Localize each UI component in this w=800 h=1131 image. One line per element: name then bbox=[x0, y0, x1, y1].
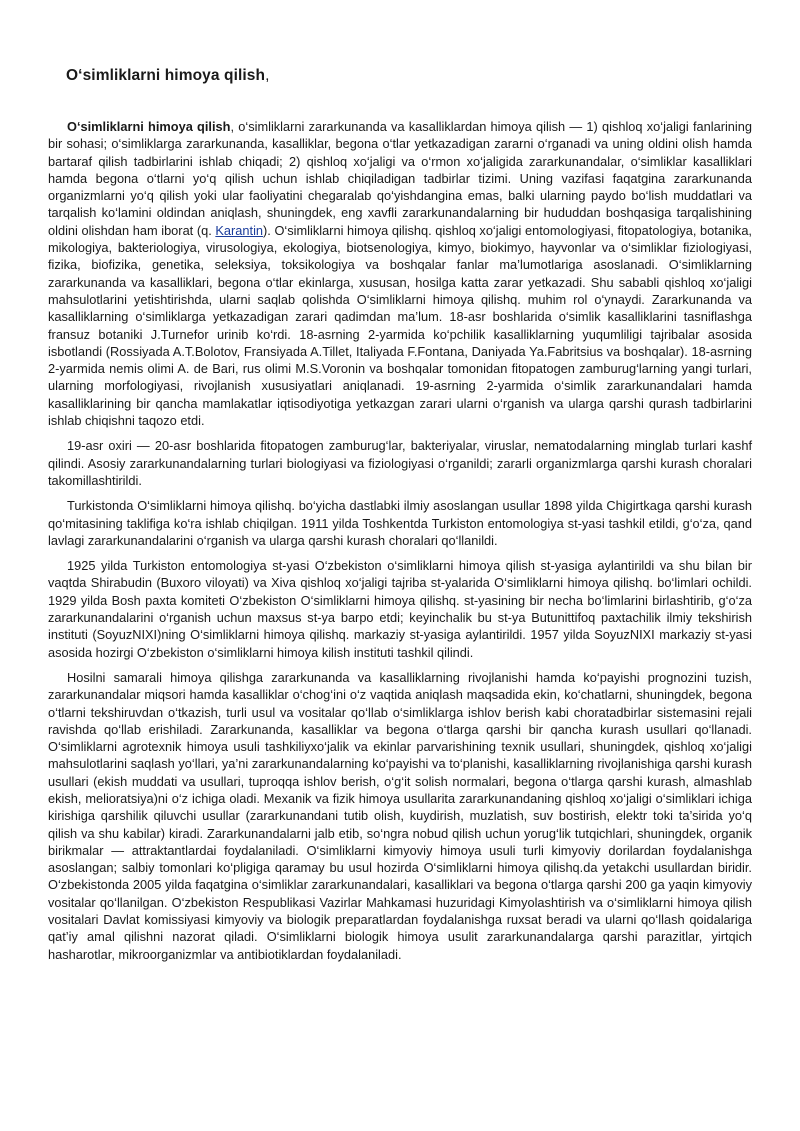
paragraph-text: , o‘simliklarni zararkunanda va kasalliklardan himoya qilish — 1) qishloq xo‘jaligi fanlarining bir sohasi; o‘simliklarga zararkunanda, kasalliklar, begona o‘tlar yetkazadigan zararni o‘rganadi va uning oldini olish hamda bartaraf qilish tadbirlarini ishlab chiqadi; 2) qishloq xo‘jaligi va o‘rmon xo‘jaligida zararkunandalar, o‘simliklar kasalliklari hamda begona o‘tlarni yo‘q qilish uchun ishlab chiqiladigan tadbirlar tizimi. Uning vazifasi faqatgina zararkunanda organizmlarni yo‘q qilish yoki ular faoliyatini chegaralab qo‘yishdangina emas, balki ularning paydo bo‘lish muddatlari va tarqalish ko‘lamini oldindan aniqlash, shuningdek, eng xavfli zararkunandalarning bir hududdan boshqasiga tarqalishining oldini olishdan ham iborat (q. bbox=[48, 119, 752, 238]
paragraph-history: 19-asr oxiri — 20-asr boshlarida fitopatogen zamburug‘lar, bakteriyalar, viruslar, nematodalarning minglab turlari kashf qilindi. Asosiy zararkunandalarning turlari biologiyasi va fiziologiyasi o‘rganildi; zararli organizmlarga qarshi kurash choralari takomillashtirildi. bbox=[48, 438, 752, 488]
karantin-link[interactable]: Karantin bbox=[215, 222, 264, 238]
paragraph-intro bbox=[48, 118, 752, 429]
page-title bbox=[66, 66, 752, 86]
paragraph-text: ). O‘simliklarni himoya qilishq. qishloq xo‘jaligi entomologiyasi, fitopatologiya, botanika, mikologiya, bakteriologiya, virusologiya, ekologiya, biotsenologiya, kimyo, biokimyo, hayvonlar va o‘simliklar fiziologiyasi, fizika, biofizika, genetika, seleksiya, toksikologiya va boshqalar fanlar ma’lumotlariga asoslanadi. O‘simliklarning zararkunanda va kasalliklari, begona o‘tlar ekinlarga, xususan, hosilga katta zarar yetkazadi. Shu sababli qishloq xo‘jaligi mahsulotlarini yetishtirishda, ularni saqlab qolishda O‘simliklarni himoya qilishq. muhim rol o‘ynaydi. Zararkunanda va kasalliklarning o‘simliklarga yetkazadigan zarari qadimdan ma’lum. 18-asr boshlarida o‘simlik kasalliklarini tasniflashga fransuz botaniki J.Turnefor urinib ko‘rdi. 18-asrning 2-yarmida ko‘pchilik kasalliklarning yuqumliligi tajribalar asosida isbotlandi (Rossiyada A.T.Bolotov, Fransiyada A.Tillet, Italiyada F.Fontana, Daniyada Ya.Fabritsius va boshqalar). 18-asrning 2-yarmida nemis olimi A. de Bari, rus olimi M.S.Voronin va boshqalar tomonidan fitopatogen zamburug‘larning yangi turlari, ularning morfologiyasi, rivojlanish xususiyatlari aniqlanadi. 19-asrning 2-yarmida o‘simlik zararkunandalari hamda kasalliklarining bir qancha mamlakatlar iqtisodiyotiga yetkazgan zarari ularni o‘rganish va ularga qarshi qurash tadbirlarini ishlab chiqishni taqozo etdi. bbox=[48, 222, 752, 429]
paragraph-turkiston: Turkistonda O‘simliklarni himoya qilishq. bo‘yicha dastlabki ilmiy asoslangan usullar 1898 yilda Chigirtkaga qarshi kurash qo‘mitasining taklifiga ko‘ra ishlab chiqilgan. 1911 yilda Toshkentda Turkiston entomologiya st-yasi tashkil etildi, g‘o‘za, qand lavlagi zararkunandalarini o‘rganish va ularga qarshi kurash choralari qo‘llanildi. bbox=[48, 498, 752, 548]
paragraph-institutes: 1925 yilda Turkiston entomologiya st-yasi O‘zbekiston o‘simliklarni himoya qilish st-yasiga aylantirildi va shu bilan bir vaqtda Shirabudin (Buxoro viloyati) va Xiva qishloq xo‘jaligi tajriba st-yalarida O‘simliklarni himoya qilishq. bo‘limlari ochildi. 1929 yilda Bosh paxta komiteti O‘zbekiston O‘simliklarni himoya qilishq. st-yasining bir necha bo‘limlarini birlashtirib, g‘o‘za zararkunandalarini o‘rganish uchun maxsus st-ya barpo etdi; keyinchalik bu st-ya Butunittifoq paxtachilik ilmiy tekshirish instituti (SoyuzNIXI)ning O‘simliklarni himoya qilishq. markaziy st-yasiga aylantirildi. 1957 yilda SoyuzNIXI markaziy st-yasi asosida hozirgi O‘zbekiston o‘simliklarni himoya kilish instituti tashkil qilindi. bbox=[48, 558, 752, 660]
article-body bbox=[48, 118, 752, 963]
title-text: O‘simliklarni himoya qilish bbox=[66, 67, 266, 84]
paragraph-methods: Hosilni samarali himoya qilishga zararkunanda va kasalliklarning rivojlanishi hamda ko‘payishi prognozini tuzish, zararkunandalar miqsori hamda kasalliklar o‘chog‘ini o‘z vaqtida aniqlash maqsadida ekin, ko‘chatlarni, shuningdek, begona o‘tlarni tekshiruvdan o‘tkazish, turli usul va vositalar qo‘llab o‘simliklarga ishlov berish kabi choratadbirlar sistemasini rejali ravishda qo‘llab erishiladi. Zararkunanda, kasalliklar va begona o‘tlarga qarshi bir qancha kurash usullari qo‘llanadi. O‘simliklarni agrotexnik himoya usuli tashkiliyxo‘jalik va ekinlar parvarishining texnik usullari, shuningdek, qishloq xo‘jaligi mahsulotlarini saqlash yo‘llari, ya’ni zararkunandalarning ko‘payishi va to‘planishi, kasalliklarning rivojlanishiga qarshi kurash usullari (ekish muddati va usullari, tuproqqa ishlov berish, o‘g‘it solish normalari, begona o‘tlarga qarshi kurash, almashlab ekish, melioratsiya)ni o‘z ichiga oladi. Mexanik va fizik himoya usullarita zararkunandaning qishloq xo‘jaligi o‘simliklari ichiga kirishiga qarshilik qiluvchi usullar (zararkunandani tutib olish, kuydirish, muzlatish, suv bostirish, elektr toki ta’sirida yo‘q qilish va shu kabilar) kiradi. Zararkunandalarni jalb etib, so‘ngra nobud qilish uchun yorug‘lik tutqichlari, shuningdek, organik birikmalar — attraktantlardai foydalaniladi. O‘simliklarni kimyoviy himoya usuli turli kimyoviy dorilardan foydalanishga asoslangan; salbiy tomonlari ko‘pligiga qaramay bu usul hozirda O‘simliklarni himoya qilishq.da yetakchi usullardan biridir. O‘zbekistonda 2005 yilda faqatgina o‘simliklar zararkunandalari, kasalliklari va begona o‘tlarga qarshi 200 ga yaqin kimyoviy vositalar qo‘llanilgan. O‘zbekiston Respublikasi Vazirlar Mahkamasi huzuridagi Kimyolashtirish va o‘simliklarni himoya qilish vositalari Davlat komissiyasi kimyoviy va biologik preparatlardan foydalanishga ruxsat beradi va ularni qo‘llash qoidalariga qat’iy amal qilishni nazorat qiladi. O‘simliklarni biologik himoya usulit zararkunandalarga qarshi parazitlar, yirtqich hasharotlar, mikroorganizmlar va antibiotiklardan foydalaniladi. bbox=[48, 669, 752, 962]
lead-term: O‘simliklarni himoya qilish bbox=[67, 119, 231, 134]
title-suffix: , bbox=[265, 67, 270, 84]
